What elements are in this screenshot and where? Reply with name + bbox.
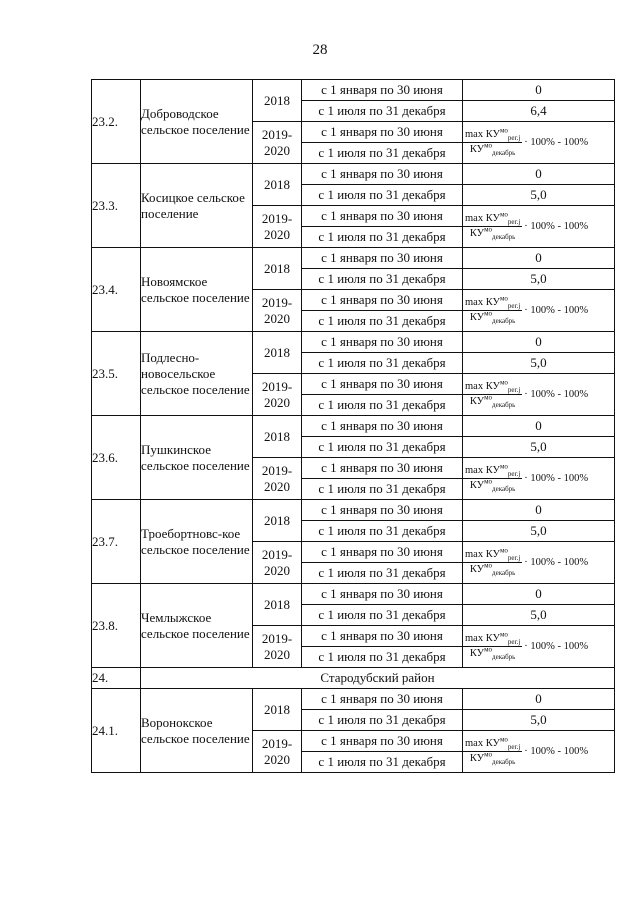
formula-cell — [463, 374, 615, 416]
settlement-name: Пушкинское сельское поселение — [141, 416, 253, 500]
formula-den: КУ — [469, 564, 485, 575]
formula-max: max КУ — [465, 465, 500, 476]
district-number: 24. — [92, 668, 141, 689]
period-second-half: с 1 июля по 31 декабря — [302, 563, 463, 584]
district-row — [92, 668, 615, 689]
period-first-half: с 1 января по 30 июня — [302, 374, 463, 395]
row-number: 23.7. — [92, 500, 141, 584]
formula-fraction — [463, 462, 522, 494]
formula-den-sub: декабрь — [492, 569, 516, 578]
tariff-table — [91, 79, 615, 773]
formula-fraction — [463, 546, 522, 578]
formula-cell — [463, 290, 615, 332]
formula-fraction — [463, 378, 522, 410]
period-first-half: с 1 января по 30 июня — [302, 122, 463, 143]
formula-rest: · 100% - 100% — [524, 388, 589, 400]
period-first-half: с 1 января по 30 июня — [302, 542, 463, 563]
formula-den-sup: мо — [484, 750, 493, 759]
formula-max: max КУ — [465, 549, 500, 560]
settlement-name: Подлесно-новосельское сельское поселение — [141, 332, 253, 416]
formula-num-sup: мо — [499, 210, 508, 219]
formula-num-sup: мо — [499, 735, 508, 744]
formula-max: max КУ — [465, 297, 500, 308]
formula-fraction — [463, 210, 522, 242]
formula-den-sup: мо — [484, 141, 493, 150]
value-second-half: 5,0 — [463, 521, 615, 542]
period-first-half: с 1 января по 30 июня — [302, 290, 463, 311]
period-second-half: с 1 июля по 31 декабря — [302, 311, 463, 332]
year-2018: 2018 — [253, 164, 302, 206]
formula-den-sub: декабрь — [492, 233, 516, 242]
formula-num-sup: мо — [499, 294, 508, 303]
formula-den-sup: мо — [484, 225, 493, 234]
value-first-half: 0 — [463, 332, 615, 353]
year-2019-2020: 2019-2020 — [253, 542, 302, 584]
row-number: 23.5. — [92, 332, 141, 416]
period-second-half: с 1 июля по 31 декабря — [302, 227, 463, 248]
table-row — [92, 500, 615, 521]
formula-den: КУ — [469, 648, 485, 659]
formula-den-sub: декабрь — [492, 758, 516, 767]
settlement-name: Троебортновс-кое сельское поселение — [141, 500, 253, 584]
formula-den-sup: мо — [484, 645, 493, 654]
period-first-half: с 1 января по 30 июня — [302, 689, 463, 710]
formula-rest: · 100% - 100% — [524, 556, 589, 568]
period-first-half: с 1 января по 30 июня — [302, 164, 463, 185]
formula-rest: · 100% - 100% — [524, 472, 589, 484]
formula-rest: · 100% - 100% — [524, 304, 589, 316]
formula-fraction — [463, 735, 522, 767]
row-number: 23.6. — [92, 416, 141, 500]
period-first-half: с 1 января по 30 июня — [302, 206, 463, 227]
period-first-half: с 1 января по 30 июня — [302, 416, 463, 437]
year-2018: 2018 — [253, 584, 302, 626]
value-second-half: 6,4 — [463, 101, 615, 122]
settlement-name: Новоямское сельское поселение — [141, 248, 253, 332]
formula-den-sub: декабрь — [492, 401, 516, 410]
formula-fraction — [463, 126, 522, 158]
table-row — [92, 416, 615, 437]
formula-max: max КУ — [465, 129, 500, 140]
formula-cell — [463, 206, 615, 248]
year-2019-2020: 2019-2020 — [253, 374, 302, 416]
period-second-half: с 1 июля по 31 декабря — [302, 185, 463, 206]
formula-cell — [463, 731, 615, 773]
formula-num-sub: рег.j — [507, 134, 521, 143]
year-2019-2020: 2019-2020 — [253, 122, 302, 164]
value-first-half: 0 — [463, 248, 615, 269]
year-2018: 2018 — [253, 332, 302, 374]
year-2018: 2018 — [253, 248, 302, 290]
period-first-half: с 1 января по 30 июня — [302, 731, 463, 752]
period-second-half: с 1 июля по 31 декабря — [302, 479, 463, 500]
year-2018: 2018 — [253, 500, 302, 542]
year-2019-2020: 2019-2020 — [253, 458, 302, 500]
value-second-half: 5,0 — [463, 605, 615, 626]
formula-den-sub: декабрь — [492, 485, 516, 494]
page-number: 28 — [312, 42, 328, 58]
period-first-half: с 1 января по 30 июня — [302, 584, 463, 605]
formula-cell — [463, 122, 615, 164]
formula-cell — [463, 626, 615, 668]
formula-num-sub: рег.j — [507, 638, 521, 647]
formula-den-sub: декабрь — [492, 653, 516, 662]
value-first-half: 0 — [463, 164, 615, 185]
formula-den: КУ — [469, 228, 485, 239]
row-number: 23.8. — [92, 584, 141, 668]
formula-num-sup: мо — [499, 630, 508, 639]
period-second-half: с 1 июля по 31 декабря — [302, 752, 463, 773]
formula-den-sup: мо — [484, 393, 493, 402]
value-first-half: 0 — [463, 416, 615, 437]
formula-max: max КУ — [465, 738, 500, 749]
formula-num-sub: рег.j — [507, 386, 521, 395]
formula-den-sub: декабрь — [492, 149, 516, 158]
period-second-half: с 1 июля по 31 декабря — [302, 647, 463, 668]
value-first-half: 0 — [463, 500, 615, 521]
table-row — [92, 80, 615, 101]
settlement-name: Доброводское сельское поселение — [141, 80, 253, 164]
formula-num-sup: мо — [499, 546, 508, 555]
year-2019-2020: 2019-2020 — [253, 290, 302, 332]
settlement-name: Воронокское сельское поселение — [141, 689, 253, 773]
row-number: 23.2. — [92, 80, 141, 164]
value-first-half: 0 — [463, 584, 615, 605]
formula-num-sup: мо — [499, 462, 508, 471]
row-number: 23.4. — [92, 248, 141, 332]
period-first-half: с 1 января по 30 июня — [302, 332, 463, 353]
row-number: 24.1. — [92, 689, 141, 773]
formula-rest: · 100% - 100% — [524, 640, 589, 652]
year-2018: 2018 — [253, 416, 302, 458]
formula-rest: · 100% - 100% — [524, 745, 589, 757]
formula-den-sup: мо — [484, 309, 493, 318]
value-second-half: 5,0 — [463, 269, 615, 290]
value-first-half: 0 — [463, 80, 615, 101]
formula-max: max КУ — [465, 213, 500, 224]
table-row — [92, 689, 615, 710]
period-second-half: с 1 июля по 31 декабря — [302, 710, 463, 731]
value-second-half: 5,0 — [463, 353, 615, 374]
settlement-name: Чемлыжское сельское поселение — [141, 584, 253, 668]
formula-rest: · 100% - 100% — [524, 220, 589, 232]
period-first-half: с 1 января по 30 июня — [302, 626, 463, 647]
period-first-half: с 1 января по 30 июня — [302, 248, 463, 269]
formula-den: КУ — [469, 480, 485, 491]
period-second-half: с 1 июля по 31 декабря — [302, 101, 463, 122]
formula-num-sub: рег.j — [507, 302, 521, 311]
formula-fraction — [463, 294, 522, 326]
table-row — [92, 584, 615, 605]
year-2019-2020: 2019-2020 — [253, 731, 302, 773]
period-second-half: с 1 июля по 31 декабря — [302, 605, 463, 626]
formula-num-sub: рег.j — [507, 218, 521, 227]
formula-den: КУ — [469, 312, 485, 323]
value-second-half: 5,0 — [463, 437, 615, 458]
formula-den-sup: мо — [484, 561, 493, 570]
period-first-half: с 1 января по 30 июня — [302, 458, 463, 479]
period-second-half: с 1 июля по 31 декабря — [302, 353, 463, 374]
district-name: Стародубский район — [141, 668, 615, 689]
period-first-half: с 1 января по 30 июня — [302, 80, 463, 101]
period-second-half: с 1 июля по 31 декабря — [302, 269, 463, 290]
year-2018: 2018 — [253, 80, 302, 122]
row-number: 23.3. — [92, 164, 141, 248]
formula-den-sup: мо — [484, 477, 493, 486]
period-second-half: с 1 июля по 31 декабря — [302, 437, 463, 458]
settlement-name: Косицкое сельское поселение — [141, 164, 253, 248]
formula-num-sub: рег.j — [507, 554, 521, 563]
period-second-half: с 1 июля по 31 декабря — [302, 143, 463, 164]
formula-num-sub: рег.j — [507, 743, 521, 752]
value-second-half: 5,0 — [463, 185, 615, 206]
formula-den: КУ — [469, 144, 485, 155]
formula-num-sub: рег.j — [507, 470, 521, 479]
formula-num-sup: мо — [499, 126, 508, 135]
formula-cell — [463, 542, 615, 584]
year-2018: 2018 — [253, 689, 302, 731]
table-row — [92, 332, 615, 353]
formula-den: КУ — [469, 396, 485, 407]
year-2019-2020: 2019-2020 — [253, 626, 302, 668]
value-first-half: 0 — [463, 689, 615, 710]
period-second-half: с 1 июля по 31 декабря — [302, 521, 463, 542]
period-second-half: с 1 июля по 31 декабря — [302, 395, 463, 416]
table-row — [92, 164, 615, 185]
formula-max: max КУ — [465, 633, 500, 644]
year-2019-2020: 2019-2020 — [253, 206, 302, 248]
formula-den-sub: декабрь — [492, 317, 516, 326]
formula-fraction — [463, 630, 522, 662]
table-row — [92, 248, 615, 269]
value-second-half: 5,0 — [463, 710, 615, 731]
formula-rest: · 100% - 100% — [524, 136, 589, 148]
formula-den: КУ — [469, 753, 485, 764]
period-first-half: с 1 января по 30 июня — [302, 500, 463, 521]
formula-max: max КУ — [465, 381, 500, 392]
formula-cell — [463, 458, 615, 500]
formula-num-sup: мо — [499, 378, 508, 387]
